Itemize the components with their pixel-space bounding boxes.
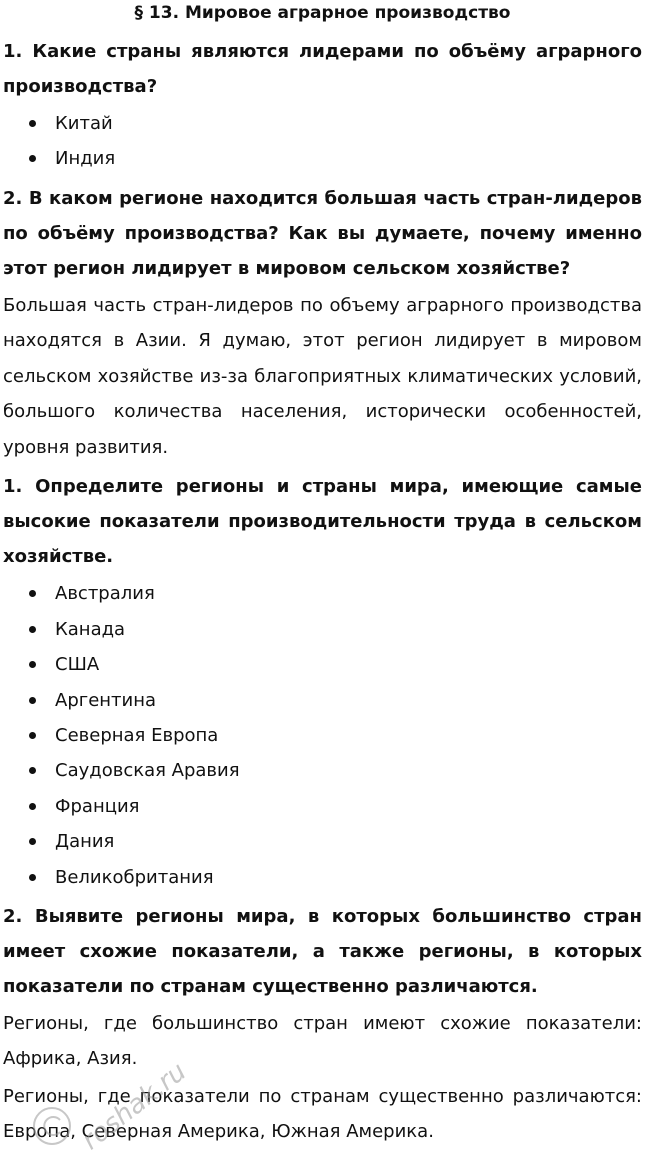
answer-4-different: Регионы, где показатели по странам существенно различаются: Европа, Северная Америка, Южная Америка. bbox=[3, 1085, 642, 1143]
bullet-icon bbox=[29, 767, 36, 774]
bullet-icon bbox=[29, 661, 36, 668]
list-leaders bbox=[3, 106, 642, 177]
page-title: § 13. Мировое аграрное производство bbox=[134, 3, 511, 23]
bullet-icon bbox=[29, 803, 36, 810]
question-2: 2. В каком регионе находится большая часть стран-лидеров по объёму производства? Как вы думаете, почему именно этот регион лидирует в мировом сельском хозяйстве? bbox=[3, 187, 642, 279]
bullet-icon bbox=[29, 874, 36, 881]
answer-2: Большая часть стран-лидеров по объему аграрного производства находятся в Азии. Я думаю, этот регион лидирует в мировом сельском хозяйстве из-за благоприятных климатических условий, большого количества населения, исторически особенностей, уровня развития. bbox=[3, 294, 642, 458]
bullet-icon bbox=[29, 590, 36, 597]
list-item: Великобритания bbox=[3, 860, 642, 895]
question-1: 1. Какие страны являются лидерами по объёму аграрного производства? bbox=[3, 41, 642, 97]
list-item: Канада bbox=[3, 612, 642, 647]
list-item: Саудовская Аравия bbox=[3, 753, 642, 788]
list-item: Аргентина bbox=[3, 683, 642, 718]
bullet-icon bbox=[29, 120, 36, 127]
bullet-icon bbox=[29, 626, 36, 633]
list-item: Северная Европа bbox=[3, 718, 642, 753]
question-4: 2. Выявите регионы мира, в которых большинство стран имеет схожие показатели, а также регионы, в которых показатели по странам существенно различаются. bbox=[3, 905, 642, 997]
list-item: Дания bbox=[3, 824, 642, 859]
bullet-icon bbox=[29, 732, 36, 739]
list-item: Австралия bbox=[3, 576, 642, 611]
list-item: Китай bbox=[3, 106, 642, 141]
bullet-icon bbox=[29, 697, 36, 704]
watermark-text: roshak.ru bbox=[76, 1056, 193, 1157]
bullet-icon bbox=[29, 155, 36, 162]
list-item: Индия bbox=[3, 141, 642, 176]
list-productivity bbox=[3, 576, 642, 895]
list-item: Франция bbox=[3, 789, 642, 824]
question-3: 1. Определите регионы и страны мира, имеющие самые высокие показатели производительности труда в сельском хозяйстве. bbox=[3, 476, 642, 568]
list-item: США bbox=[3, 647, 642, 682]
answer-4-similar: Регионы, где большинство стран имеют схожие показатели: Африка, Азия. bbox=[3, 1012, 642, 1070]
bullet-icon bbox=[29, 838, 36, 845]
